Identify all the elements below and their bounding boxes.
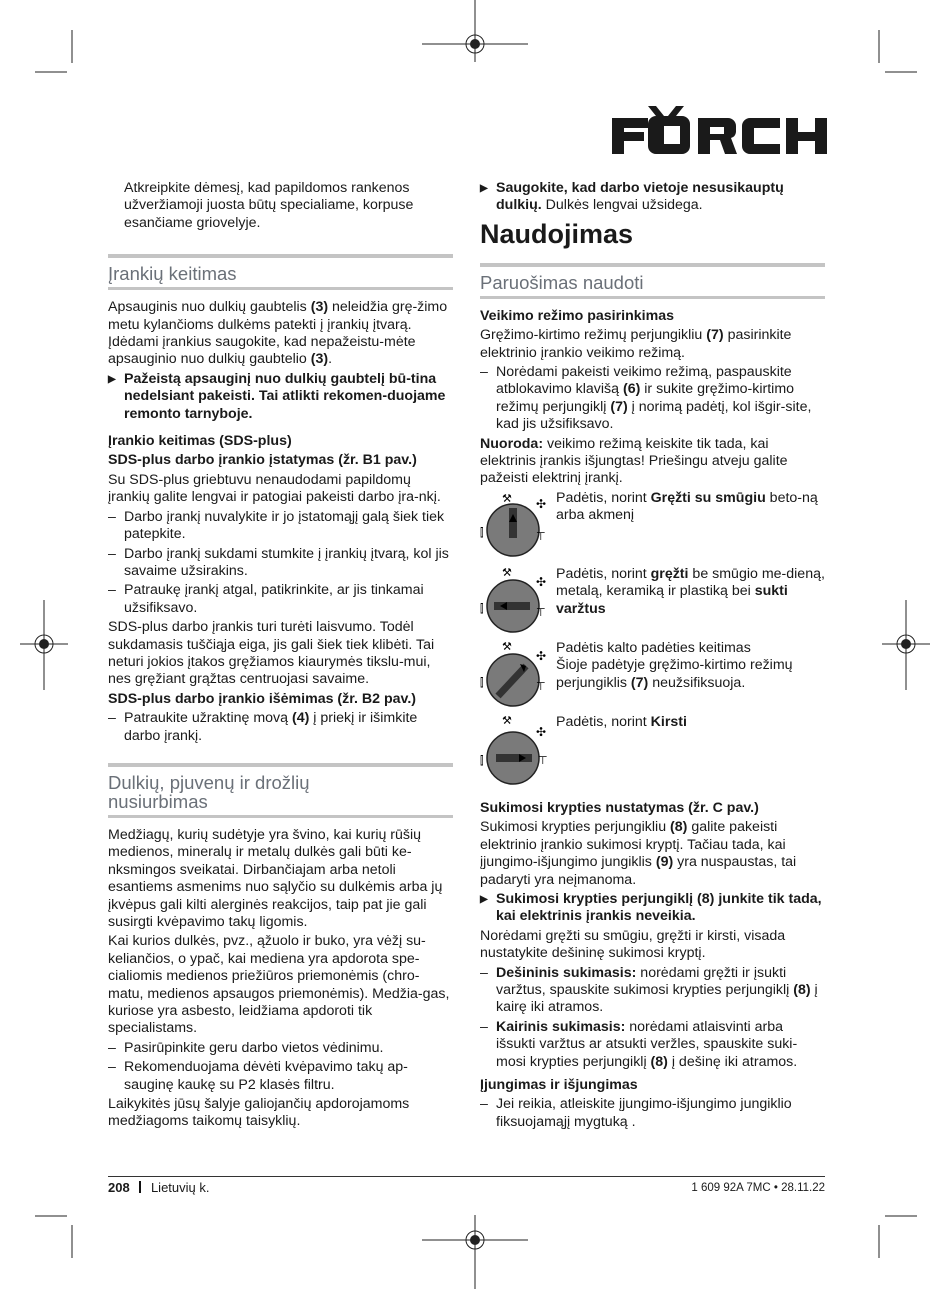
- svg-text:⫿: ⫿: [480, 525, 484, 539]
- svg-text:⊤: ⊤: [536, 679, 546, 693]
- list-item: – Dešininis sukimasis: norėdami gręžti ir įsukti varžtus, spauskite sukimosi krypties perjungiklį (8) į kairę iki atramos.: [480, 965, 825, 1017]
- svg-text:✣: ✣: [536, 648, 547, 663]
- svg-text:⊤: ⊤: [536, 529, 546, 543]
- dust-cap-paragraph: Apsauginis nuo dulkių gaubtelis (3) neleidžia grę-žimo metu kylančioms dulkėms patekti į įrankių įtvarą. Įdėdami įrankius saugokite, kad nepažeistu-mėte apsauginio nuo dulkių gaubtelio (3).: [108, 299, 448, 368]
- warning-dust-cap: ▶ Pažeistą apsauginį nuo dulkių gaubtelį bū-tina nedelsiant pakeisti. Tai atlikti rekomen-duojame remonto tarnyboje.: [108, 371, 453, 423]
- footer-code: 1 609 92A 7MC • 28.11.22: [691, 1182, 825, 1194]
- svg-text:⚒: ⚒: [502, 565, 512, 579]
- subheading-rotation: Sukimosi krypties nustatymas (žr. C pav.): [480, 799, 759, 816]
- dust-paragraph-3: Laikykitės jūsų šalyje galiojančių apdorojamoms medžiagoms taikomų taisyklių.: [108, 1096, 410, 1130]
- svg-text:✣: ✣: [536, 574, 547, 589]
- mode-drill: [480, 564, 825, 634]
- svg-text:✣: ✣: [536, 496, 547, 511]
- dial-hammer-drill-icon: [480, 490, 552, 560]
- list-item: – Rekomenduojama dėvėti kvėpavimo takų ap-sauginę kaukę su P2 klasės filtru.: [108, 1059, 453, 1094]
- right-column: [480, 180, 825, 1133]
- warning-dust-accumulation: ▶ Saugokite, kad darbo vietoje nesusikauptų dulkių. Dulkės lengvai užsidega.: [480, 180, 825, 215]
- left-column: [108, 180, 453, 1133]
- insert-paragraph: Su SDS-plus griebtuvu nenaudodami papildomų įrankių galite lengvai ir patogiai pakeisti darbo įra-nkį.: [108, 471, 441, 506]
- subheading-remove: SDS-plus darbo įrankio išėmimas (žr. B2 pav.): [108, 690, 417, 707]
- svg-text:⚒: ⚒: [502, 491, 512, 505]
- mode-text: Padėtis kalto padėties keitimas Šioje padėtyje gręžimo-kirtimo režimų perjungiklis (7) neužsifiksuoja.: [556, 639, 793, 691]
- note-paragraph: Nuoroda: veikimo režimą keiskite tik tada, kai elektrinis įrankis išjungtas! Priešingu atveju galite pažeisti elektrinį įrankį.: [480, 435, 788, 487]
- list-item: – Patraukę įrankį atgal, patikrinkite, ar jis tinkamai užsifiksavo.: [108, 582, 453, 617]
- dust-paragraph-1: Medžiagų, kurių sudėtyje yra švino, kai kurių rūšių medienos, mineralų ir metalų dulkės gali būti ke-nksmingos sveikatai. Dirbančiajam arba netoli esantiems asmenims nuo sąlyčio su dulkėmis arba jų įkvėpus gali kilti alerginės reakcijos, taip pat jie gali susirgti kvėpavimo takų ligomis.: [108, 826, 443, 930]
- mode-hammer-drill: [480, 490, 825, 560]
- subheading-insert: SDS-plus darbo įrankio įstatymas (žr. B1 pav.): [108, 452, 417, 469]
- rotation-paragraph-2: Norėdami gręžti su smūgiu, gręžti ir kirsti, visada nustatykite dešininę sukimosi kryptį.: [480, 927, 786, 962]
- list-item: – Pasirūpinkite geru darbo vietos vėdinimu.: [108, 1040, 453, 1057]
- mode-chisel: [480, 712, 825, 796]
- list-item: – Patraukite užraktinę movą (4) į priekį ir išimkite darbo įrankį.: [108, 710, 453, 745]
- svg-text:⫿: ⫿: [480, 753, 484, 767]
- section-heading-preparation: Paruošimas naudoti: [480, 263, 825, 299]
- mode-text: Padėtis, norint gręžti be smūgio me-dieną, metalą, keramiką ir plastiką bei sukti varžtus: [556, 565, 825, 617]
- subheading-tool-change: Įrankio keitimas (SDS-plus): [108, 433, 292, 450]
- svg-text:⫿: ⫿: [480, 675, 484, 689]
- page-number: 208: [108, 1180, 130, 1195]
- list-item: – Norėdami pakeisti veikimo režimą, paspauskite atblokavimo klavišą (6) ir sukite gręžimo-kirtimo režimų perjungiklį (7) į norimą padėtį, kol išgir-site, kad jis užsifiksavo.: [480, 364, 825, 434]
- svg-text:⊤: ⊤: [536, 605, 546, 619]
- list-item: – Kairinis sukimasis: norėdami atlaisvinti arba išsukti varžtus ar atsukti veržles, spauskite suki-mosi krypties perjungiklį (8) į dešinę iki atramos.: [480, 1019, 825, 1071]
- svg-text:⚒: ⚒: [502, 713, 512, 727]
- rotation-paragraph: Sukimosi krypties perjungikliu (8) galite pakeisti elektrinio įrankio sukimosi kryptį. Tačiau tada, kai įjungimo-išjungimo jungiklis (9) yra nuspaustas, tai padaryti yra neįmanoma.: [480, 819, 797, 888]
- dial-chisel-adjust-icon: [480, 638, 552, 708]
- svg-text:✣: ✣: [536, 724, 547, 739]
- list-item: – Darbo įrankį nuvalykite ir jo įstatomąjį galą šiek tiek patepkite.: [108, 509, 453, 544]
- page-title: Naudojimas: [480, 218, 634, 249]
- section-heading-tool-change: Įrankių keitimas: [108, 254, 453, 290]
- warning-rotation: ▶ Sukimosi krypties perjungiklį (8) junkite tik tada, kai elektrinis įrankis neveikia.: [480, 891, 825, 926]
- list-item: – Darbo įrankį sukdami stumkite į įrankių įtvarą, kol jis savaime užsirakins.: [108, 546, 453, 581]
- mode-paragraph: Gręžimo-kirtimo režimų perjungikliu (7) pasirinkite elektrinio įrankio veikimo režimą.: [480, 327, 792, 361]
- footer-left: [108, 1180, 210, 1195]
- svg-text:⚒: ⚒: [502, 639, 512, 653]
- svg-text:⊤: ⊤: [538, 753, 548, 767]
- footer-language: Lietuvių k.: [150, 1180, 210, 1195]
- mode-text: Padėtis, norint Gręžti su smūgiu beto-ną arba akmenį: [556, 489, 818, 524]
- svg-text:⫿: ⫿: [480, 601, 484, 615]
- section-heading-dust: Dulkių, pjuvenų ir drožlių nusiurbimas: [108, 763, 453, 818]
- dial-chisel-icon: [480, 712, 552, 796]
- play-paragraph: SDS-plus darbo įrankis turi turėti laisvumo. Todėl sukdamasis tuščiąja eiga, jis gali šiek tiek klibėti. Tai neturi jokios įtakos gręžiamos kiaurymės tikslu-mui, nes gręžiant grąžtas centruojasi savaime.: [108, 619, 435, 688]
- intro-paragraph: Atkreipkite dėmesį, kad papildomos rankenos užveržiamoji juosta būtų specialiame, korpuse esančiame griovelyje.: [124, 180, 414, 231]
- mode-chisel-adjust: [480, 638, 825, 708]
- mode-text: Padėtis, norint Kirsti: [556, 713, 687, 730]
- subheading-on-off: Įjungimas ir išjungimas: [480, 1076, 638, 1093]
- footer-separator: [139, 1181, 141, 1193]
- subheading-mode: Veikimo režimo pasirinkimas: [480, 307, 674, 324]
- footer-rule: [108, 1176, 825, 1177]
- brand-logo: [612, 106, 827, 154]
- dial-drill-icon: [480, 564, 552, 634]
- list-item: – Jei reikia, atleiskite įjungimo-išjungimo jungiklio fiksuojamąjį mygtuką .: [480, 1096, 825, 1131]
- dust-paragraph-2: Kai kurios dulkės, pvz., ąžuolo ir buko, yra vėžį su-keliančios, o ypač, kai mediena yra apdorota spe-cialiomis medienos priežiūros priemonėmis (chro-matu, medienos apsaugos priemonėmis). Medžia-gas, kuriose yra asbesto, leidžiama apdoroti tik specialistams.: [108, 933, 450, 1037]
